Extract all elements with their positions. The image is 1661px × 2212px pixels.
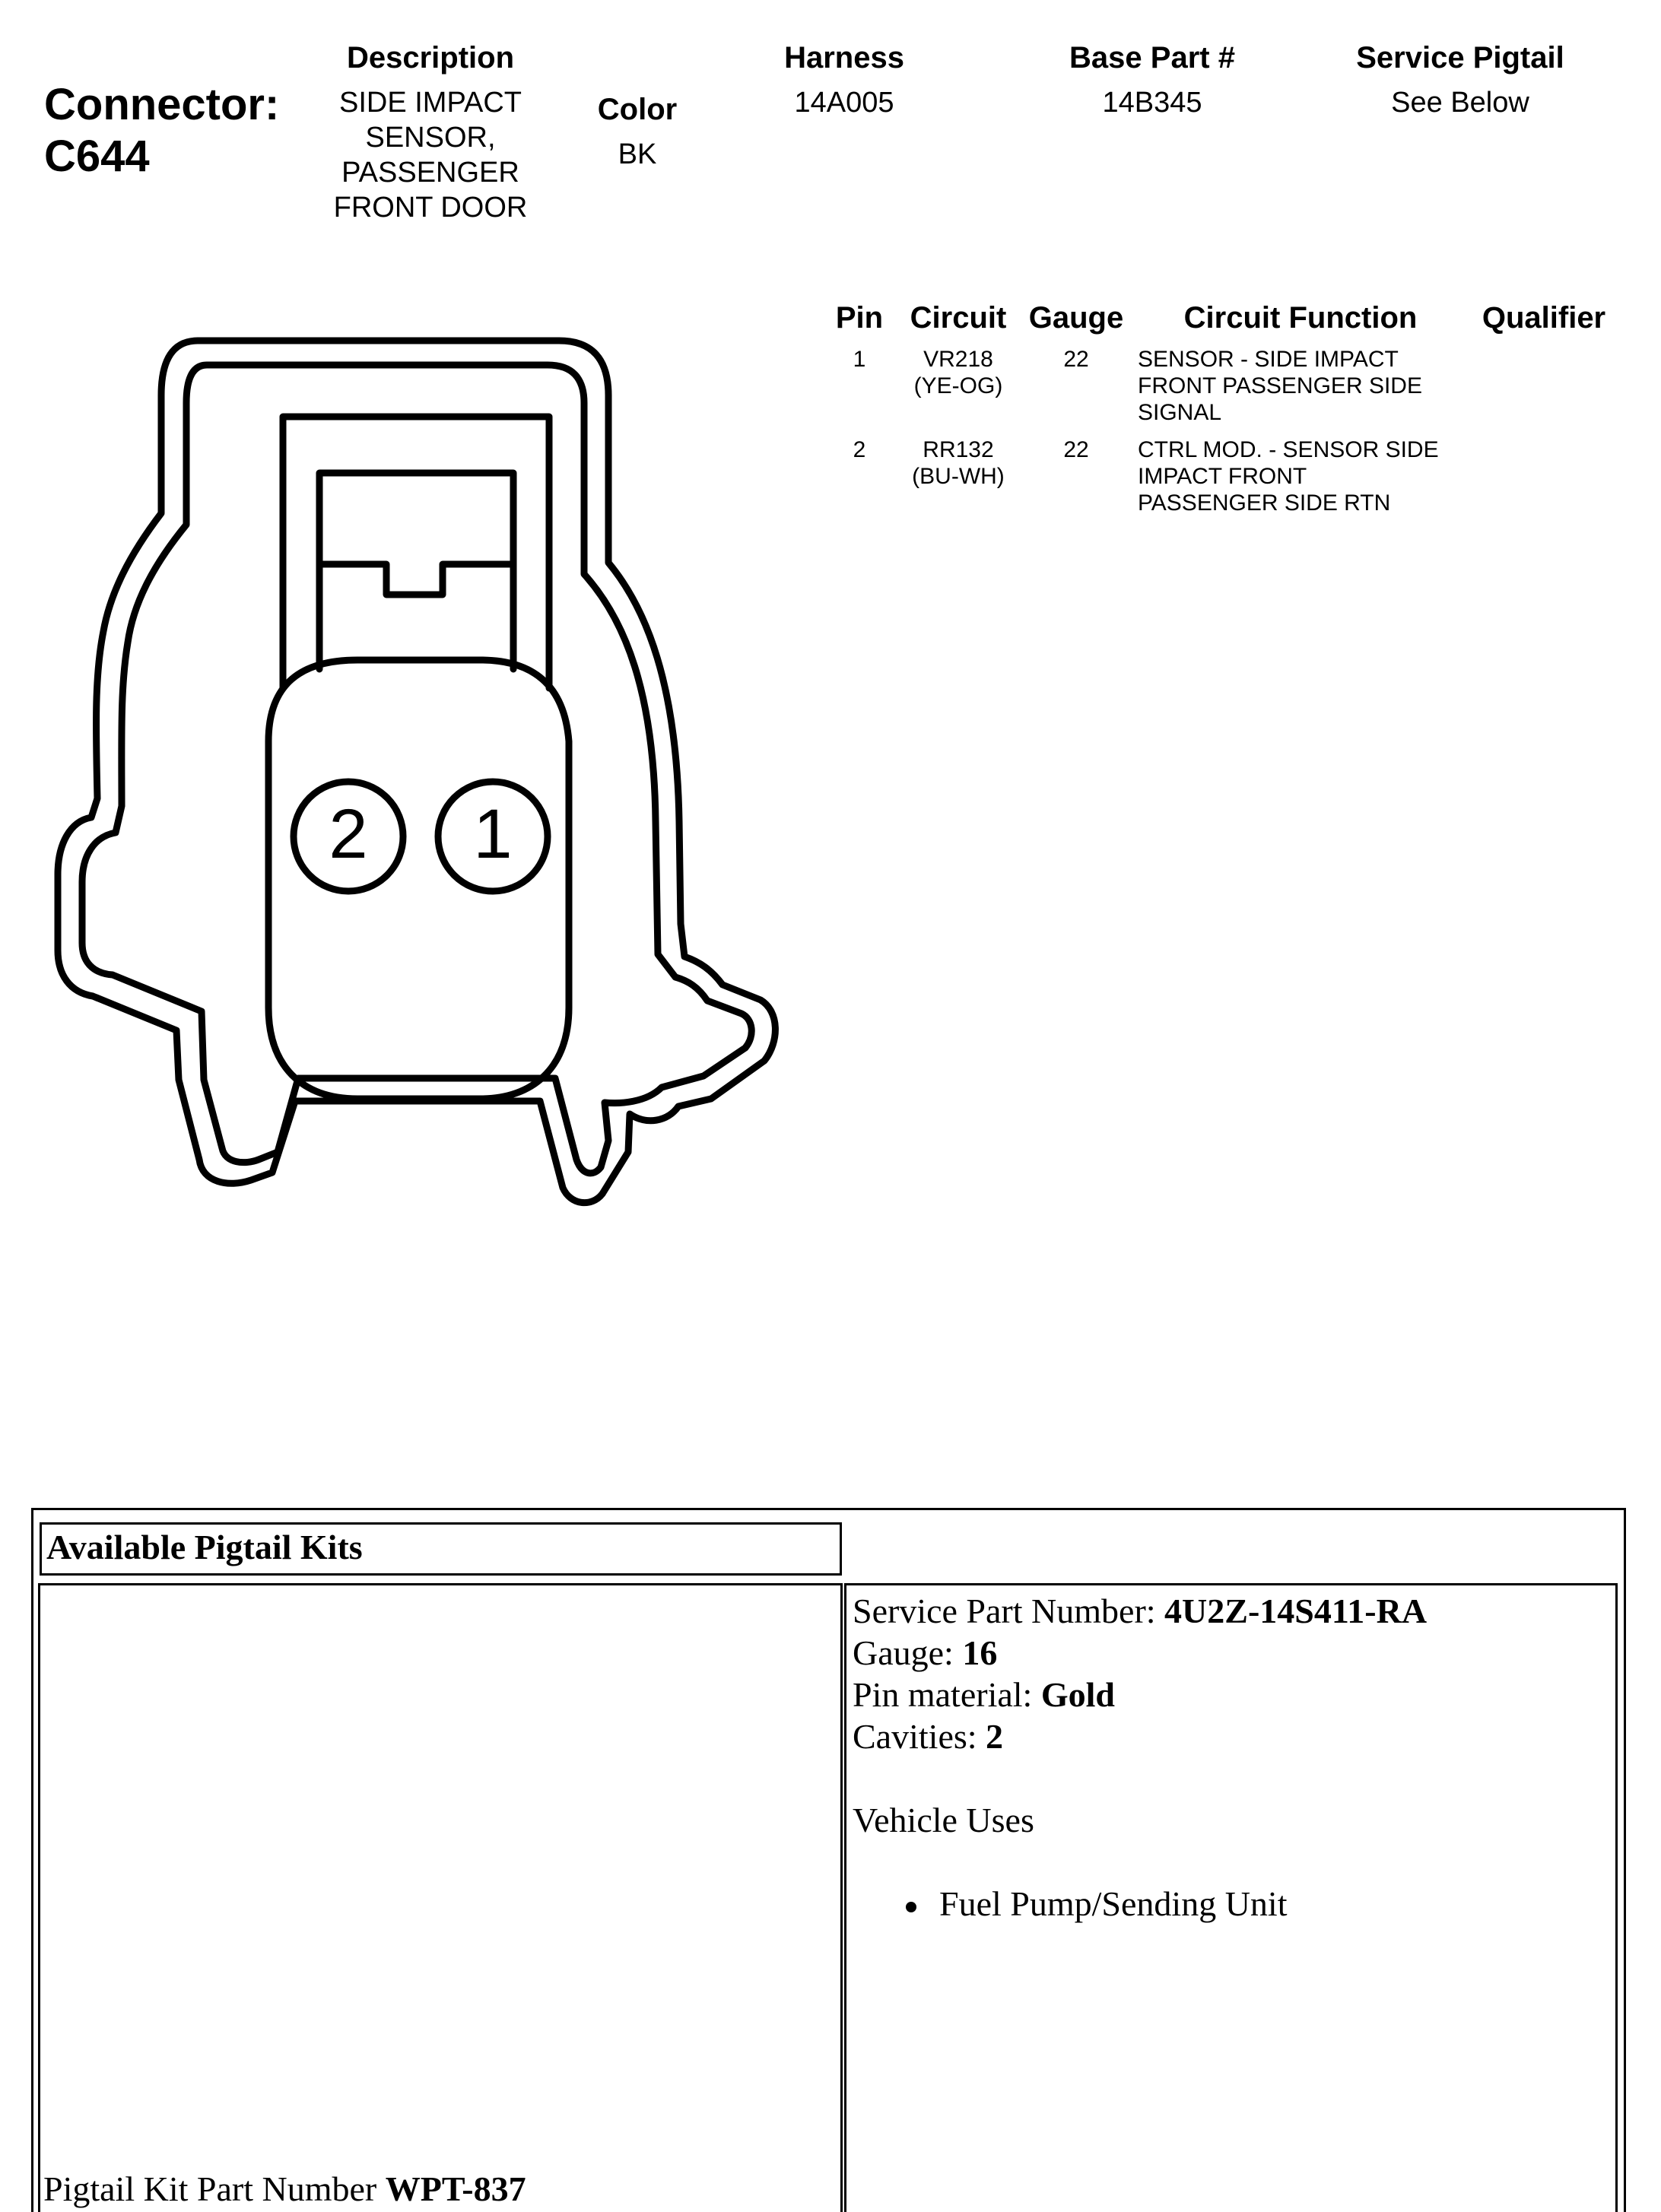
pin-column-header: Pin — [835, 301, 884, 335]
circuit-function-line: CTRL MOD. - SENSOR SIDE — [1138, 437, 1439, 462]
circuit-column-header: Circuit — [910, 301, 1007, 335]
pigtail-kit-part — [43, 2169, 526, 2209]
pigtail-kits-title: Available Pigtail Kits — [46, 1528, 363, 1566]
service-part-number-value: 4U2Z-14S411-RA — [1164, 1592, 1428, 1630]
service-part-number-line — [853, 1590, 1605, 1632]
cavity-label-2: 2 — [329, 795, 368, 873]
description-header: Description — [346, 41, 515, 75]
pigtail-kit-details — [853, 1590, 1605, 1925]
circuit-cell — [897, 436, 1019, 490]
description-line: FRONT DOOR — [333, 192, 528, 224]
circuit-function-line: PASSENGER SIDE RTN — [1138, 490, 1391, 516]
description-line: PASSENGER — [341, 157, 519, 189]
harness-header: Harness — [784, 41, 904, 75]
description-line: SENSOR, — [365, 122, 496, 154]
gauge-label: Gauge: — [853, 1633, 963, 1672]
housing-inner-outline — [82, 365, 751, 1173]
gauge-cell: 22 — [1063, 347, 1089, 372]
connector-label: Connector: — [44, 80, 280, 129]
pigtail-kit-part-label: Pigtail Kit Part Number — [43, 2169, 386, 2208]
circuit-function-column-header: Circuit Function — [1183, 301, 1418, 335]
qualifier-column-header: Qualifier — [1482, 301, 1606, 335]
connector-face-diagram — [0, 0, 837, 1308]
pigtail-kit-part-number: WPT-837 — [385, 2169, 526, 2208]
service-part-number-label: Service Part Number: — [853, 1592, 1165, 1630]
cavities-line — [853, 1715, 1605, 1757]
gauge-value: 16 — [962, 1633, 998, 1672]
base-part-header: Base Part # — [1069, 41, 1235, 75]
pigtail-kit-details-cell — [844, 1583, 1618, 2212]
circuit-function-line: FRONT PASSENGER SIDE — [1138, 373, 1422, 398]
harness-value: 14A005 — [794, 87, 894, 119]
bullet-icon — [906, 1902, 916, 1912]
pin-number: 2 — [853, 437, 866, 462]
circuit-function-line: SIGNAL — [1138, 400, 1222, 425]
cavities-value: 2 — [986, 1717, 1004, 1756]
pigtail-kits-title-box — [40, 1522, 842, 1576]
color-header: Color — [597, 93, 678, 126]
connector-id: C644 — [44, 132, 150, 181]
circuit-function-cell — [1138, 436, 1457, 516]
pin-material-label: Pin material: — [853, 1675, 1041, 1714]
cavity-label-1: 1 — [473, 795, 513, 873]
circuit-function-line: SENSOR - SIDE IMPACT — [1138, 347, 1399, 372]
latch-key — [319, 564, 513, 595]
pigtail-kit-image-cell — [38, 1583, 843, 2212]
circuit-id: RR132 — [923, 437, 994, 462]
pin-material-value: Gold — [1040, 1675, 1115, 1714]
circuit-id: VR218 — [923, 347, 993, 372]
circuit-color: (BU-WH) — [912, 464, 1005, 489]
circuit-cell — [897, 346, 1019, 399]
cavities-label: Cavities: — [853, 1717, 986, 1756]
circuit-color: (YE-OG) — [913, 373, 1003, 398]
service-pigtail-value: See Below — [1391, 87, 1529, 119]
pin-material-line — [853, 1674, 1605, 1715]
description-line: SIDE IMPACT — [339, 87, 522, 119]
gauge-column-header: Gauge — [1028, 301, 1124, 335]
pin-number: 1 — [853, 347, 866, 372]
vehicle-use-item: Fuel Pump/Sending Unit — [939, 1884, 1288, 1923]
service-pigtail-header: Service Pigtail — [1356, 41, 1564, 75]
color-value: BK — [618, 138, 657, 170]
list-item — [853, 1883, 1605, 1925]
latch-inner — [319, 473, 513, 669]
circuit-function-line: IMPACT FRONT — [1138, 464, 1307, 489]
circuit-function-cell — [1138, 346, 1457, 426]
base-part-value: 14B345 — [1102, 87, 1202, 119]
gauge-line — [853, 1632, 1605, 1674]
vehicle-uses-heading: Vehicle Uses — [853, 1801, 1034, 1839]
gauge-cell: 22 — [1063, 437, 1089, 462]
